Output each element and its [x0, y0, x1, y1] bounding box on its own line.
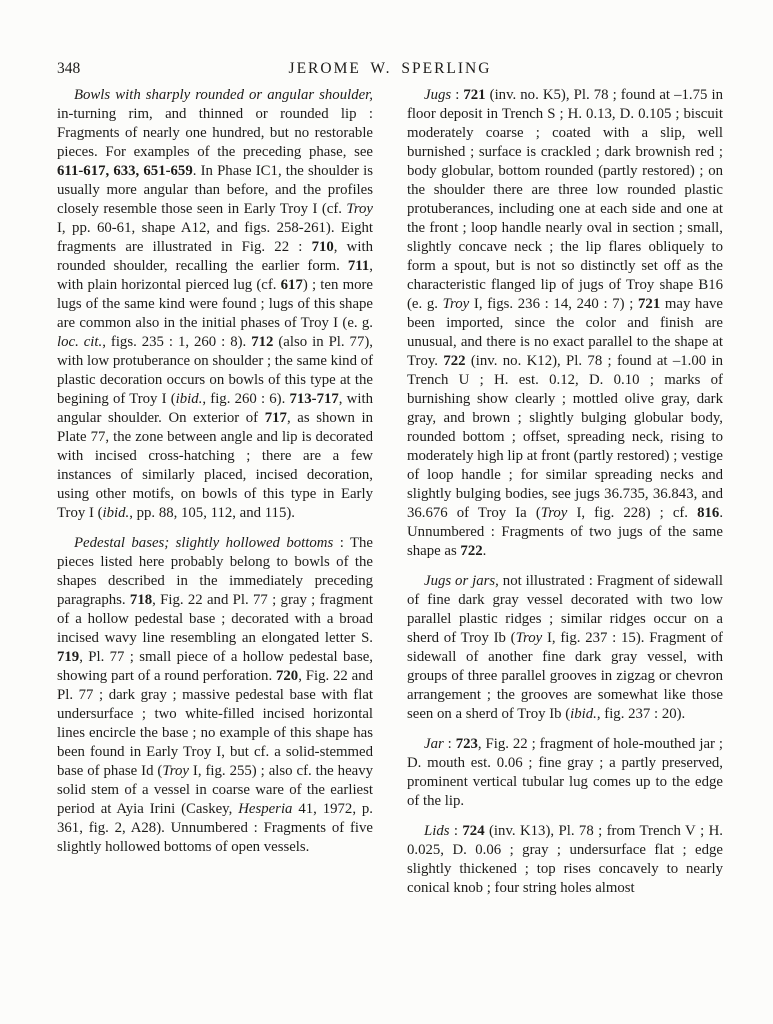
italic-text: Jugs or jars: [424, 573, 496, 589]
body-text: I, fig. 255) ; also cf. the heavy solid stem of a vessel in coarse ware of the earliest period at Ayia Irini (Caskey,: [57, 763, 374, 817]
body-text: :: [449, 823, 463, 839]
body-text: (inv. no. K5), Pl. 78 ; found at –1.75 in floor deposit in Trench S ; H. 0.13, D. 0.105 ; biscuit moderately coarse ; coated with a slip, well burnished ; surface is crackled ; dark brownish red ; body globular, bottom rounded (partly restored) ; on the shoulder there are three low rounded plastic protuberances, including one at each side and one at the front ; loop handle nearly oval in section ; small, slightly concave neck ; the lip flares obliquely to form a spout, but is not so distinctly set off as the characteristic flanged lip of jugs of Troy shape B16 (e. g.: [407, 87, 723, 312]
catalogue-number: 722: [460, 543, 483, 559]
catalogue-number: 617: [280, 277, 303, 293]
italic-text: ibid.: [570, 706, 597, 722]
italic-text: ibid.: [175, 391, 203, 407]
body-text: . In Phase IC1, the shoulder is usually more angular than before, and the profiles closely resemble those seen in Early Troy I (cf.: [57, 163, 374, 217]
page-header: [57, 60, 723, 82]
italic-text: Troy: [346, 201, 373, 217]
body-text: , Pl. 77 ; small piece of a hollow pedestal base, showing part of a round perforation.: [57, 649, 373, 684]
italic-text: Jar: [424, 736, 444, 752]
body-text: , not illustrated : Fragment of sidewall of fine dark gray vessel decorated with two low parallel plastic ridges ; similar ridges occur on a sherd of Troy Ib (: [407, 573, 723, 646]
catalogue-number: 713-717: [289, 391, 339, 407]
body-text: , with angular shoulder. On exterior of: [57, 391, 373, 426]
body-text: , Fig. 22 and Pl. 77 ; dark gray ; massive pedestal base with flat undersurface ; two white-filled incised horizontal lines encircle the base ; no example of this shape has been found in Early Troy I, but cf. a solid-stemmed base of phase Id (: [57, 668, 373, 779]
body-text: , pp. 88, 105, 112, and 115).: [129, 505, 295, 521]
italic-text: Jugs: [424, 87, 452, 103]
italic-text: Bowls with sharply rounded or angular shoulder,: [74, 87, 373, 103]
running-head: JEROME W. SPERLING: [288, 60, 492, 77]
italic-text: ibid.: [102, 505, 130, 521]
text-columns: [57, 86, 723, 898]
body-text: (inv. no. K12), Pl. 78 ; found at –1.00 in Trench U ; H. est. 0.12, D. 0.10 ; marks of burnishing show clearly ; mottled olive gray, dark gray, and brown ; slightly bulging globular body, rounded bottom ; offset, spreading neck, rising to moderately high lip at front (partly restored) ; vestige of loop handle ; for similar spreading necks and slightly bulging bodies, see jugs 36.735, 36.843, and 36.676 of Troy Ia (: [407, 353, 724, 521]
body-text: in-turning rim, and thinned or rounded lip : Fragments of nearly one hundred, but no restorable pieces. For examples of the preceding phase, see: [57, 106, 373, 160]
body-text: , Fig. 22 ; fragment of hole-mouthed jar ; D. mouth est. 0.06 ; fine gray ; a partly preserved, prominent vertical tubular lug comes up to the edge of the lip.: [407, 736, 723, 809]
body-text: I, fig. 237 : 15). Fragment of sidewall of another fine dark gray vessel, with groups of three parallel grooves in zigzag or chevron arrangement ; the grooves are somewhat like those seen on a sherd of Troy Ib (: [407, 630, 723, 722]
body-text: : The pieces listed here probably belong to bowls of the shapes described in the immediately preceding paragraphs.: [57, 535, 373, 608]
body-text: , figs. 235 : 1, 260 : 8).: [102, 334, 252, 350]
catalogue-number: 720: [276, 668, 299, 684]
body-text: , with plain horizontal pierced lug (cf.: [57, 258, 373, 293]
body-text: I, pp. 60-61, shape A12, and figs. 258-261). Eight fragments are illustrated in Fig. 22 :: [57, 220, 373, 255]
italic-text: Troy: [162, 763, 189, 779]
body-text: , with rounded shoulder, recalling the earlier form.: [57, 239, 373, 274]
body-text: . Unnumbered : Fragments of two jugs of the same shape as: [407, 505, 724, 559]
left-column: [57, 86, 373, 898]
body-text: may have been imported, since the color and finish are unusual, and there is no exact parallel to the shape at Troy.: [407, 296, 723, 369]
body-text: :: [443, 736, 456, 752]
catalogue-number: 611-617, 633, 651-659: [57, 163, 193, 179]
body-text: , as shown in Plate 77, the zone between angle and lip is decorated with incised cross-hatching ; there are a few instances of similarly placed, incised decoration, using other motifs, on bowls of this type in Early Troy I (: [57, 410, 373, 521]
italic-text: Troy: [442, 296, 470, 312]
right-column: [407, 86, 723, 898]
italic-text: Hesperia: [238, 801, 293, 817]
catalogue-number: 712: [251, 334, 274, 350]
body-text: .: [482, 543, 487, 559]
catalogue-number: 723: [455, 736, 478, 752]
italic-text: Troy: [540, 505, 568, 521]
body-text: (also in Pl. 77), with low protuberance on shoulder ; the same kind of plastic decoration occurs on bowls of this type at the begining of Troy I (: [57, 334, 374, 407]
body-text: , fig. 260 : 6).: [202, 391, 290, 407]
paragraph: [407, 86, 723, 561]
paragraph: [57, 86, 373, 523]
catalogue-number: 717: [264, 410, 287, 426]
body-text: , fig. 237 : 20).: [596, 706, 686, 722]
italic-text: Pedestal bases; slightly hollowed bottoms: [74, 535, 334, 551]
italic-text: Lids: [424, 823, 450, 839]
paragraph: [407, 572, 723, 724]
catalogue-number: 711: [347, 258, 370, 274]
body-text: I, fig. 228) ; cf.: [567, 505, 698, 521]
catalogue-number: 710: [311, 239, 334, 255]
catalogue-number: 722: [443, 353, 466, 369]
body-text: I, figs. 236 : 14, 240 : 7) ;: [469, 296, 639, 312]
catalogue-number: 816: [697, 505, 720, 521]
page-number: 348: [57, 60, 81, 77]
body-text: ) ; ten more lugs of the same kind were found ; lugs of this shape are common also in the initial phases of Troy I (e. g.: [57, 277, 373, 331]
italic-text: loc. cit.: [57, 334, 103, 350]
body-text: 41, 1972, p. 361, fig. 2, A28). Unnumbered : Fragments of five slightly hollowed bottoms of open vessels.: [57, 801, 373, 855]
catalogue-number: 721: [463, 87, 486, 103]
body-text: :: [451, 87, 464, 103]
catalogue-number: 721: [638, 296, 661, 312]
paragraph: [407, 822, 723, 898]
body-text: , Fig. 22 and Pl. 77 ; gray ; fragment of a hollow pedestal base ; decorated with a broad incised wavy line resembling an elongated letter S.: [57, 592, 373, 646]
body-text: (inv. K13), Pl. 78 ; from Trench V ; H. 0.025, D. 0.06 ; gray ; undersurface flat ; edge slightly thickened ; top rises concavely to nearly conical knob ; four string holes almost: [407, 823, 723, 896]
paragraph: [407, 735, 723, 811]
paragraph: [57, 534, 373, 857]
catalogue-number: 724: [462, 823, 485, 839]
catalogue-number: 718: [129, 592, 153, 608]
catalogue-number: 719: [57, 649, 80, 665]
italic-text: Troy: [515, 630, 543, 646]
